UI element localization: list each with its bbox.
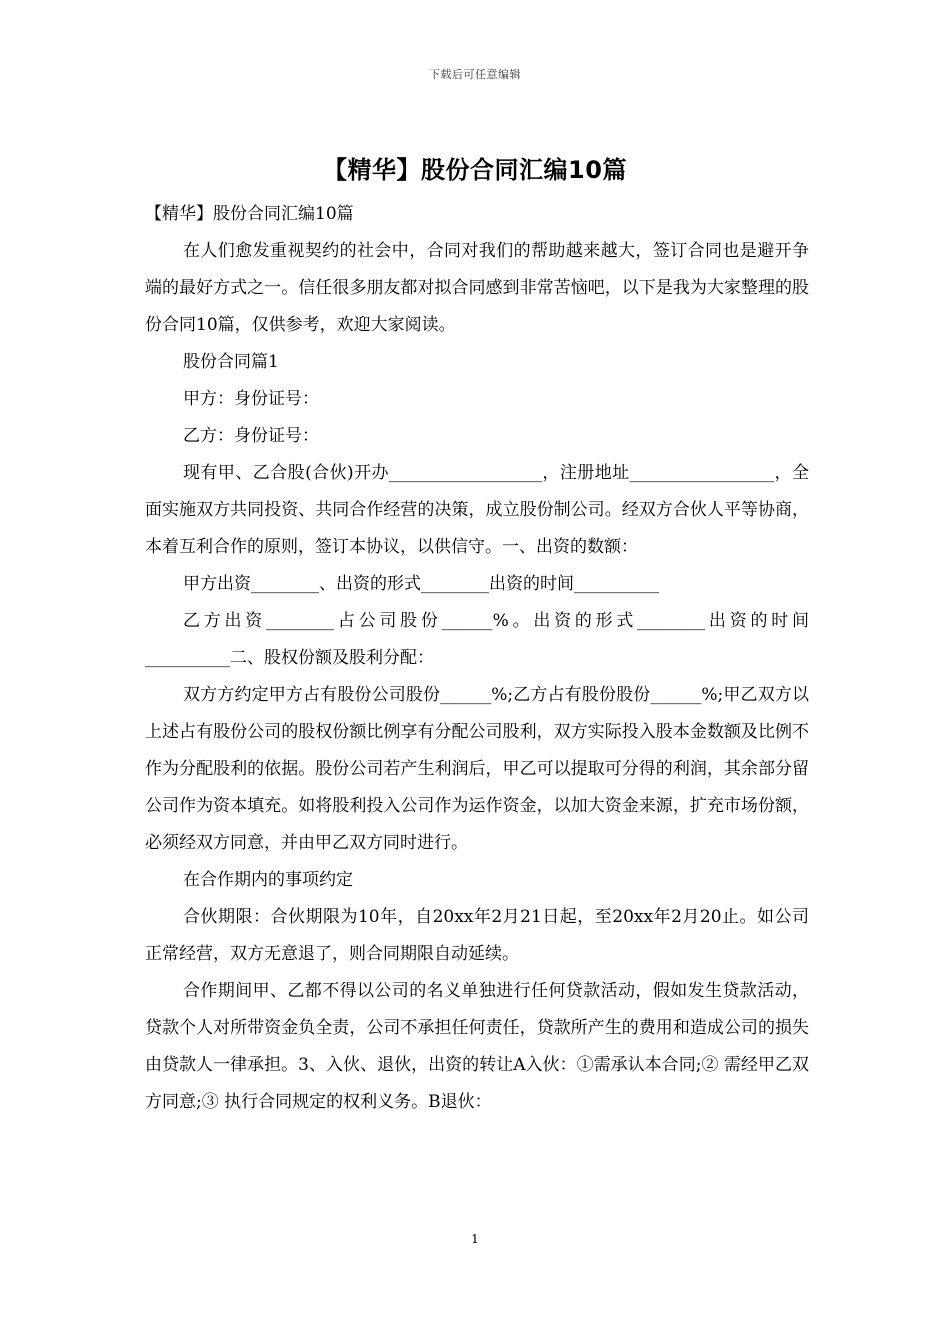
paragraph-party-a-investment: 甲方出资________、出资的形式________出资的时间__________ [183, 574, 659, 594]
paragraph-preamble: 现有甲、乙合股(合伙)开办__________________，注册地址_________________，全面实施双方共同投资、共同合作经营的决策，成立股份制公司。经双方合伙人平等协商，本着互利合作的原则，签订本协议，以供信守。一、出资的数额： [145, 463, 809, 557]
page-header-note: 下载后可任意编辑 [429, 68, 521, 81]
document-title: 【精华】股份合同汇编10篇 [323, 156, 627, 184]
paragraph-partnership-term: 合伙期限：合伙期限为10年，自20xx年2月21日起，至20xx年2月20止。如公司正常经营，双方无意退了，则合同期限自动延续。 [145, 907, 809, 964]
paragraph-subtitle: 【精华】股份合同汇编10篇 [145, 204, 354, 224]
paragraph-contract-heading: 股份合同篇1 [183, 352, 279, 372]
page-number: 1 [471, 1232, 479, 1246]
paragraph-loan-terms: 合作期间甲、乙都不得以公司的名义单独进行任何贷款活动，假如发生贷款活动，贷款个人对所带资金负全责，公司不承担任何责任，贷款所产生的费用和造成公司的损失由贷款人一律承担。3、入伙、退伙，出资的转让A入伙：①需承认本合同;② 需经甲乙双方同意;③ 执行合同规定的权利义务。B退伙： [145, 981, 809, 1112]
document-body [145, 196, 809, 1121]
paragraph-cooperation-heading: 在合作期内的事项约定 [183, 870, 353, 890]
paragraph-party-b-investment: 乙方出资________占公司股份______%。出资的形式________出资的时间__________二、股权份额及股利分配： [145, 611, 809, 668]
paragraph-intro: 在人们愈发重视契约的社会中，合同对我们的帮助越来越大，签订合同也是避开争端的最好方式之一。信任很多朋友都对拟合同感到非常苦恼吧，以下是我为大家整理的股份合同10篇，仅供参考，欢迎大家阅读。 [145, 241, 809, 335]
paragraph-party-b: 乙方：身份证号： [183, 426, 319, 446]
paragraph-party-a: 甲方：身份证号： [183, 389, 319, 409]
paragraph-equity-distribution: 双方方约定甲方占有股份公司股份______%;乙方占有股份股份______%;甲乙双方以上述占有股份公司的股权份额比例享有分配公司股利，双方实际投入股本金数额及比例不作为分配股利的依据。股份公司若产生利润后，甲乙可以提取可分得的利润，其余部分留公司作为资本填充。如将股利投入公司作为运作资金，以加大资金来源，扩充市场份额，必须经双方同意，并由甲乙双方同时进行。 [145, 685, 809, 853]
